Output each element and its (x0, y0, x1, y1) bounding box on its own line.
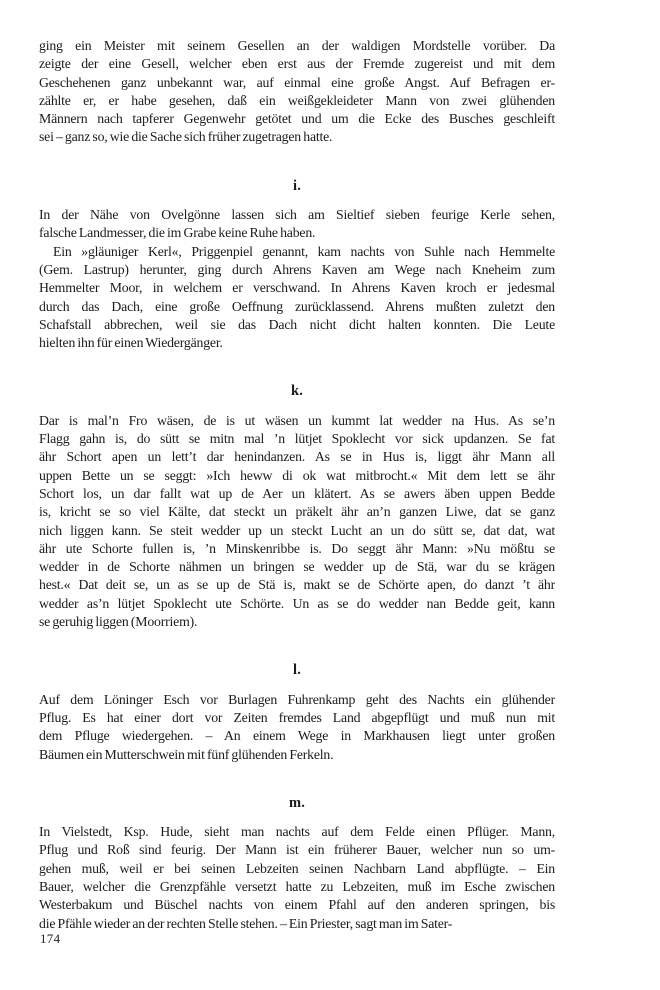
text-line: (Gem. Lastrup) herunter, ging durch Ahrens Kaven am Wege nach Kneheim zum (39, 261, 555, 277)
text-line: Pflug. Es hat einer dort vor Zeiten fremdes Land abgepflügt und muß nun mit (39, 709, 555, 725)
text-line: Männern nach tapferer Gegenwehr getötet und um die Ecke des Busches geschleift (39, 111, 555, 127)
text-line: is, kricht se so viel Kälte, dat steckt un präkelt ähr an’n ganzen Liwe, dat se ganz (39, 504, 555, 520)
text-line: wedder as’n lütjet Spoklecht ute Schörte. Un as se do wedder nan Bedde geit, kann (39, 595, 555, 611)
text-line: ähr Schort apen un lett’t dar henindanzen. As se in Hus is, liggt ähr Mann all (39, 449, 555, 465)
section-heading: i. (292, 177, 302, 194)
text-line: zählte er, er habe gesehen, daß ein weißgekleideter Mann von zwei glühenden (39, 92, 555, 108)
text-line: zeigte der eine Gesell, welcher eben erst aus der Fremde zugereist und mit dem (39, 56, 555, 72)
section-heading: l. (292, 662, 302, 679)
text-line: Pflug und Roß sind feurig. Der Mann ist ein früherer Bauer, welcher nun so um- (39, 842, 555, 858)
page-content (39, 37, 555, 933)
text-line: ähr ute Schorte fullen is, ’n Minskenribbe is. Do seggt ähr Mann: »Nu mößtu se (39, 540, 555, 556)
paragraph (39, 412, 555, 632)
text-line: Bauer, welcher die Grenzpfähle versetzt hatte zu Lebzeiten, muß im Esche zwischen (39, 878, 555, 894)
text-line: hielten ihn für einen Wiedergänger. (39, 335, 223, 351)
text-line: gehen muß, weil er bei seinen Lebzeiten seinen Nachbarn Land abpflügte. – Ein (39, 860, 555, 876)
text-line: In Vielstedt, Ksp. Hude, sieht man nachts auf dem Felde einen Pflüger. Mann, (39, 824, 555, 840)
section-heading: k. (290, 383, 304, 400)
text-line: sei – ganz so, wie die Sache sich früher zugetragen hatte. (39, 129, 333, 145)
text-line: Auf dem Löninger Esch vor Burlagen Fuhrenkamp geht des Nachts ein glühender (39, 691, 555, 707)
text-line: Ein »gläuniger Kerl«, Priggenpiel genannt, kam nachts von Suhle nach Hemmelte (53, 243, 555, 259)
text-line: falsche Landmesser, die im Grabe keine Ruhe haben. (39, 225, 316, 241)
paragraph (39, 206, 555, 243)
text-line: durch das Dach, eine große Oeffnung zurücklassend. Ahrens mußten zuletzt den (39, 298, 555, 314)
paragraph (39, 243, 555, 353)
text-line: Geschehenen ganz unbekannt war, auf einmal eine große Angst. Auf Befragen er- (39, 74, 555, 90)
paragraph (39, 823, 555, 933)
text-line: Hemmelter Moor, in welchem er verschwand. In Ahrens Kaven kroch er jedesmal (39, 280, 555, 296)
text-line: wedder in de Schorte nähmen un bringen se wedder up de Stä, war du se krägen (39, 559, 555, 575)
paragraph (39, 691, 555, 764)
text-line: dem Pfluge wiedergehen. – An einem Wege in Markhausen liegt unter großen (39, 728, 555, 744)
text-line: Dar is mal’n Fro wäsen, de is ut wäsen un kummt lat wedder na Hus. As se’n (39, 412, 555, 428)
text-line: Bäumen ein Mutterschwein mit fünf glühenden Ferkeln. (39, 746, 334, 762)
text-line: Westerbakum und Büschel nachts von einem Pfahl auf den anderen springen, bis (39, 897, 555, 913)
text-line: ging ein Meister mit seinem Gesellen an der waldigen Mordstelle vorüber. Da (39, 38, 555, 53)
text-line: uppen Bette un se seggt: »Ich heww di ok wat mitbrocht.« Mit dem lett se ähr (39, 467, 555, 483)
text-line: se geruhig liggen (Moorriem). (39, 614, 198, 630)
text-line: nich liggen kann. Se steit wedder up un steckt Lucht an un do sütt se, dat dat, wat (39, 522, 555, 538)
text-line: hest.« Dat deit se, un as se up de Stä is, makt se de Schörte apen, do danzt ’t ähr (39, 577, 555, 593)
text-line: Flagg gahn is, do sütt se mitn mal ’n lütjet Spoklecht vor sick updanzen. Se fat (39, 431, 555, 447)
continuation-paragraph (39, 37, 555, 147)
page-number: 174 (40, 931, 61, 946)
text-line: Schort los, un dar fallt wat up de Aer un klätert. As se awers äben uppen Bedde (39, 485, 555, 501)
section-heading: m. (288, 794, 306, 811)
text-line: In der Nähe von Ovelgönne lassen sich am Sieltief sieben feurige Kerle sehen, (39, 207, 555, 223)
text-line: Schafstall abbrechen, weil sie das Dach nicht dicht halten konnten. Die Leute (39, 316, 555, 332)
text-line: die Pfähle wieder an der rechten Stelle stehen. – Ein Priester, sagt man im Sater- (39, 915, 453, 931)
